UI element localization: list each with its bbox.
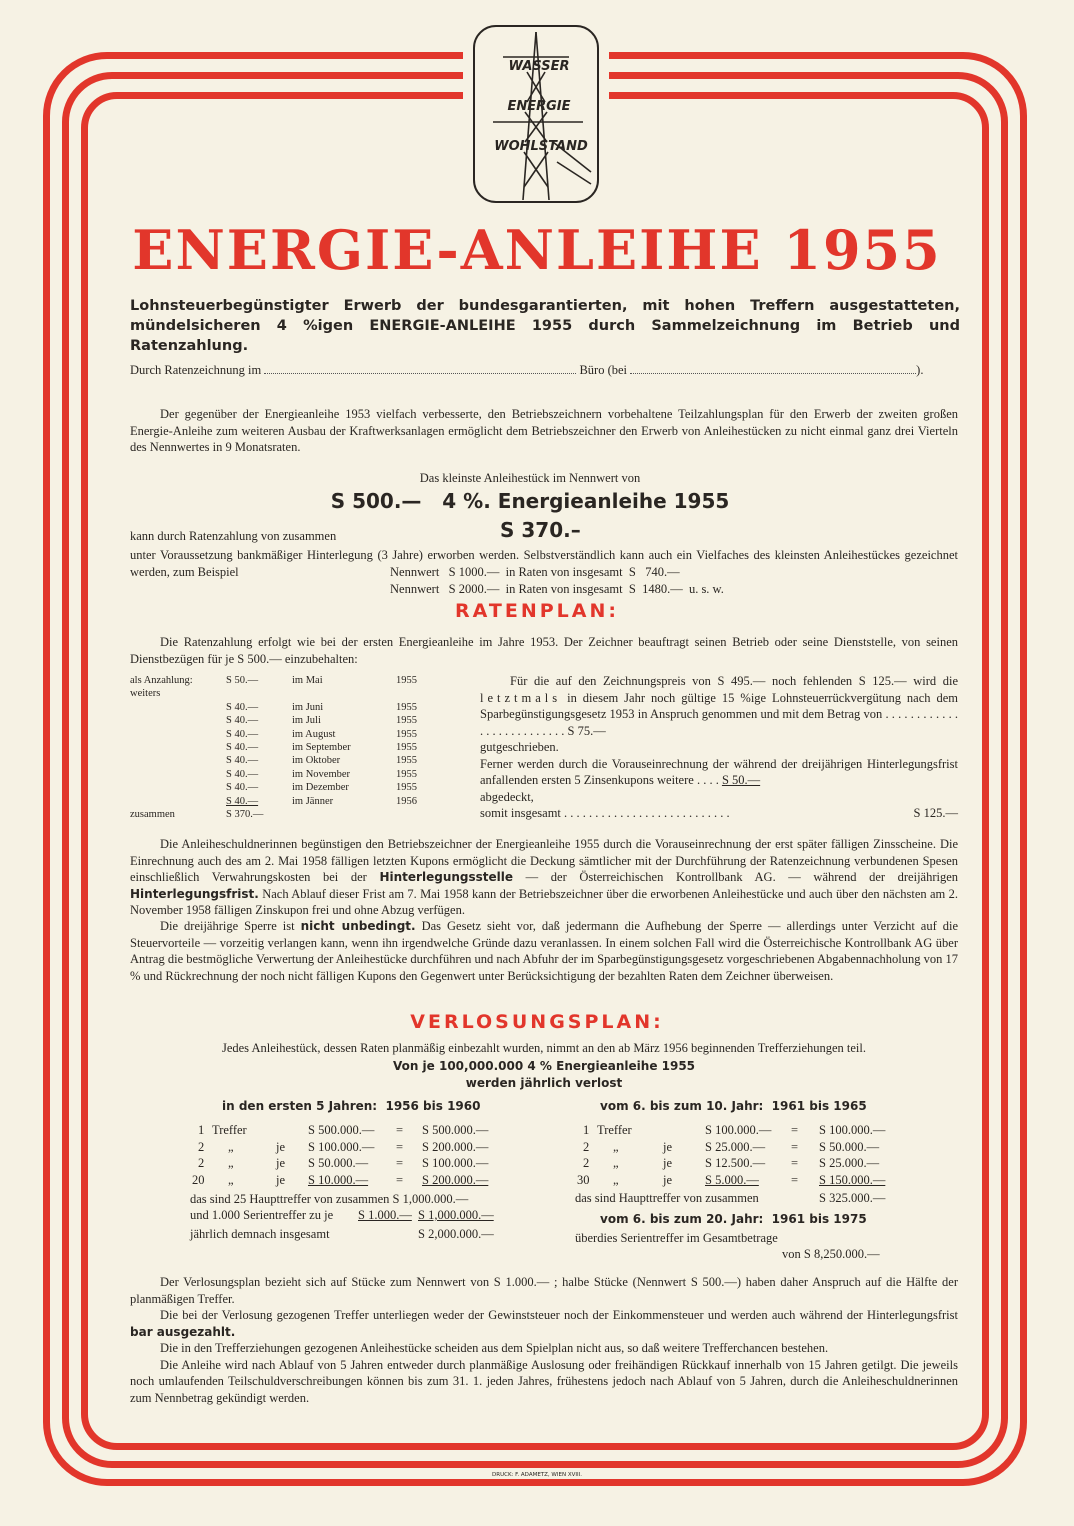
- series-prizes-label: überdies Serientreffer im Gesamtbetrage: [575, 1231, 778, 1245]
- smallest-piece-line: Das kleinste Anleihestück im Nennwert von: [419, 471, 641, 485]
- rate-table: [130, 674, 430, 821]
- left-period-title: in den ersten 5 Jahren: 1956 bis 1960: [222, 1099, 481, 1113]
- ratenplan-heading: RATENPLAN:: [455, 600, 619, 622]
- table-row: als Anzahlung: S 50.— im Mai 1955: [130, 675, 417, 686]
- page-title: ENERGIE-ANLEIHE 1955: [132, 218, 942, 282]
- coupon-value: S 50.—: [721, 773, 761, 787]
- instalment-label: kann durch Ratenzahlung von zusammen: [130, 529, 337, 543]
- form-close: ).: [916, 363, 924, 377]
- table-row: 1 Treffer S 100.000.— = S 100.000.—: [583, 1123, 886, 1137]
- table-row: 20 „ je S 10.000.— = S 200.000.—: [192, 1172, 489, 1187]
- office-blank[interactable]: [264, 373, 576, 374]
- refund-value: S 75.—: [567, 723, 606, 738]
- example-1: Nennwert S 1000.— in Raten von insgesamt S 740.—: [390, 565, 680, 579]
- verlosung-head-2: werden jährlich verlost: [465, 1076, 623, 1090]
- final-paragraph-3: Die in den Trefferziehungen gezogenen Anleihestücke scheiden aus dem Spielplan nicht aus, so daß weitere Trefferchancen bestehen.: [160, 1341, 829, 1355]
- final-section: [130, 1274, 958, 1406]
- right-period-title: vom 6. bis zum 10. Jahr: 1961 bis 1965: [600, 1099, 867, 1113]
- final-paragraph-1: Der Verlosungsplan bezieht sich auf Stücke zum Nennwert von S 1.000.— ; halbe Stücke (Nennwert S 500.—) haben daher Anspruch auf die Hälfte der planmäßigen Treffer.: [130, 1275, 958, 1306]
- verlosungsplan-heading: VERLOSUNGSPLAN:: [410, 1011, 664, 1033]
- table-row: zusammen S 370.—: [130, 808, 264, 820]
- table-row: S 40.— im Jänner 1956: [226, 795, 417, 807]
- rate-explanation: Für die auf den Zeichnungspreis von S 495.— noch fehlenden S 125.— wird die letztmals in diesem Jahr noch gültige 15 %ige Lohnsteuerrückvergütung nach dem Sparbegünstigungsgesetz 1953 in Anspruch genommen und mit dem Betrag von . . . . . . . . . . . . . . . . . . . . . . . . . . S 75.— gutgeschrieben. Ferner werden durch die Vorauseinrechnung der während der dreijährigen Hinterlegungsfrist anfallenden ersten 5 Zinsenkupons weitere . . . . S 50.— abgedeckt, somit insgesamt . . . . . . . . . . . . . . . . . . . . . . . . . . . S 125.—: [480, 674, 959, 820]
- left-sum-2-label: und 1.000 Serientreffer zu je: [190, 1208, 334, 1222]
- intro-paragraph: Der gegenüber der Energieanleihe 1953 vielfach verbesserte, den Betriebszeichnern vorbehaltene Teilzahlungsplan für den Erwerb der zweiten großen Energie-Anleihe zum weiteren Ausbau der Kraftwerksanlagen ermöglicht dem Betriebszeichner den Erwerb von Anleihestücken zu nicht einmal ganz drei Vierteln des Nennwertes in 9 Monatsraten.: [130, 407, 958, 454]
- form-line: [130, 362, 960, 379]
- form-label-office: Durch Ratenzeichnung im: [130, 363, 262, 377]
- ratenplan-intro: Die Ratenzahlung erfolgt wie bei der ersten Energieanleihe im Jahre 1953. Der Zeichner beauftragt seinen Betrieb oder seine Dienststelle, von seinen Dienstbezügen für je S 500.— einzubehalten:: [130, 635, 958, 666]
- table-row: 1 Treffer S 500.000.— = S 500.000.—: [198, 1123, 489, 1137]
- subtitle: Lohnsteuerbegünstigter Erwerb der bundesgarantierten, mit hohen Treffern ausgestatteten, mündelsicheren 4 %igen ENERGIE-ANLEIHE 1955 durch Sammelzeichnung im Betrieb und Ratenzahlung.: [130, 298, 960, 354]
- left-sum-1: das sind 25 Haupttreffer von zusammen S 1,000.000.—: [190, 1192, 469, 1206]
- table-row: 30 „ je S 5.000.— = S 150.000.—: [577, 1172, 886, 1187]
- logo-word-3: WOHLSTAND: [494, 139, 588, 154]
- left-prize-table: 1 Treffer S 500.000.— = S 500.000.— 2 „ je S 100.000.— = S 200.000.— 2 „ je S 50.000.— = S 100.000.— 20 „ je S 10.000.— = S 200.000.— das sind 25 Haupttreffer von zusammen S 1,000.000.— und 1.000 Serientreffer zu je S 1.000.— S 1,000.000.— jährlich demnach insgesamt S 2,000.000.—: [190, 1122, 520, 1252]
- paragraph-lock: Die dreijährige Sperre ist nicht unbedingt. Das Gesetz sieht vor, daß jedermann die Aufhebung der Sperre — allerdings unter Verzicht auf die Steuervorteile — vorzeitig verlangen kann, wenn ihn irgendwelche Gründe dazu veranlassen. In einem solchen Fall wird die Österreichische Kontrollbank AG über Antrag die bestmögliche Verwertung der Anleihestücke durchführen und nach Abfuhr der im Sparbegünstigungsgesetz vorgeschriebenen Abgabennachholung von 17 % und Rückrechnung der noch nicht fälligen Kupons den Gegenwert unter Berücksichtigung der bezahlten Raten dem Zeichner überweisen.: [130, 919, 958, 983]
- total-value: S 125.—: [913, 806, 958, 820]
- example-2: Nennwert S 2000.— in Raten von insgesamt S 1480.— u. s. w.: [390, 582, 724, 596]
- table-row: S 40.— im August 1955: [226, 728, 417, 740]
- final-paragraph-4: Die Anleihe wird nach Ablauf von 5 Jahren entweder durch planmäßige Auslosung oder freihändigen Rückkauf innerhalb von 15 Jahren getilgt. Die jeweils noch umlaufenden Teilschuldverschreibungen können bis zum 31. 1. jeden Jahres, frühestens jedoch nach Ablauf von 5 Jahren, durch die Anleiheschuldnerinnen zum Nennbetrag gekündigt werden.: [130, 1357, 958, 1405]
- table-row: 2 „ je S 50.000.— = S 100.000.—: [198, 1156, 489, 1170]
- table-row: S 40.— im Juni 1955: [226, 701, 417, 713]
- table-row: S 40.— im Dezember 1955: [226, 782, 417, 794]
- table-row: 2 „ je S 25.000.— = S 50.000.—: [583, 1139, 880, 1154]
- table-row: 2 „ je S 100.000.— = S 200.000.—: [198, 1139, 489, 1154]
- final-paragraph-2: Die bei der Verlosung gezogenen Treffer unterliegen weder der Gewinststeuer noch der Einkommensteuer und werden auch während der Hinterlegungsfrist bar ausgezahlt.: [130, 1308, 958, 1339]
- nominal-value: S 500.— 4 %. Energieanleihe 1955: [330, 489, 730, 513]
- condition-paragraph: unter Voraussetzung bankmäßiger Hinterlegung (3 Jahre) erworben werden. Selbstverständlich kann auch ein Vielfaches des kleinsten Anleihestückes gezeichnet werden, zum Beispiel: [130, 548, 958, 579]
- instalment-total: S 370.–: [500, 518, 581, 542]
- table-row: 2 „ je S 12.500.— = S 25.000.—: [583, 1156, 880, 1170]
- paragraph-deposit: Die Anleiheschuldnerinnen begünstigen den Betriebszeichner der Energieanleihe 1955 durch die Vorauseinrechnung der erst später fälligen Zinsscheine. Die Einrechnung auch des am 2. Mai 1958 fälligen letzten Kupons ermöglicht die Deckung sämtlicher mit der Durchführung der Ratenzeichnung verbundenen Spesen einschließlich Verwahrungskosten bei der Hinterlegungsstelle — der Österreichischen Kontrollbank AG. — während der dreijährigen Hinterlegungsfrist. Nach Ablauf dieser Frist am 7. Mai 1958 kann der Betriebszeichner über die erworbenen Anleihestücke und auch über den nächsten am 2. November 1958 fälligen Zinskupon frei und ohne Abzug verfügen.: [130, 837, 959, 917]
- series-prizes-value: von S 8,250.000.—: [782, 1247, 880, 1261]
- logo-word-2: ENERGIE: [507, 99, 571, 114]
- right-prize-table: 1 Treffer S 100.000.— = S 100.000.— 2 „ je S 25.000.— = S 50.000.— 2 „ je S 12.500.— = S 25.000.— 30 „ je S 5.000.— = S 150.000.— das sind Haupttreffer von zusammen S 325.000.—: [575, 1122, 905, 1262]
- left-sum-3-label: jährlich demnach insgesamt: [190, 1227, 330, 1241]
- right-sum-1-label: das sind Haupttreffer von zusammen: [575, 1191, 759, 1205]
- table-row: S 40.— im November 1955: [226, 768, 417, 780]
- buero-blank[interactable]: [630, 373, 916, 374]
- table-row: S 40.— im Juli 1955: [226, 715, 417, 727]
- logo-word-1: WASSER: [508, 59, 570, 74]
- table-row: S 40.— im September 1955: [226, 741, 417, 753]
- table-row: S 40.— im Oktober 1955: [226, 755, 417, 767]
- table-row: weiters: [130, 688, 161, 700]
- right-period-title-2: vom 6. bis zum 20. Jahr: 1961 bis 1975: [600, 1212, 867, 1226]
- verlosung-intro: Jedes Anleihestück, dessen Raten planmäßig einbezahlt wurden, nimmt an den ab März 1956 beginnenden Trefferziehungen teil.: [221, 1041, 867, 1055]
- verlosung-head-1: Von je 100,000.000 4 % Energieanleihe 1955: [392, 1059, 696, 1073]
- printer-imprint: DRUCK: F. ADAMETZ, WIEN XVIII.: [492, 1472, 582, 1478]
- form-label-buero: Büro (bei: [579, 363, 628, 377]
